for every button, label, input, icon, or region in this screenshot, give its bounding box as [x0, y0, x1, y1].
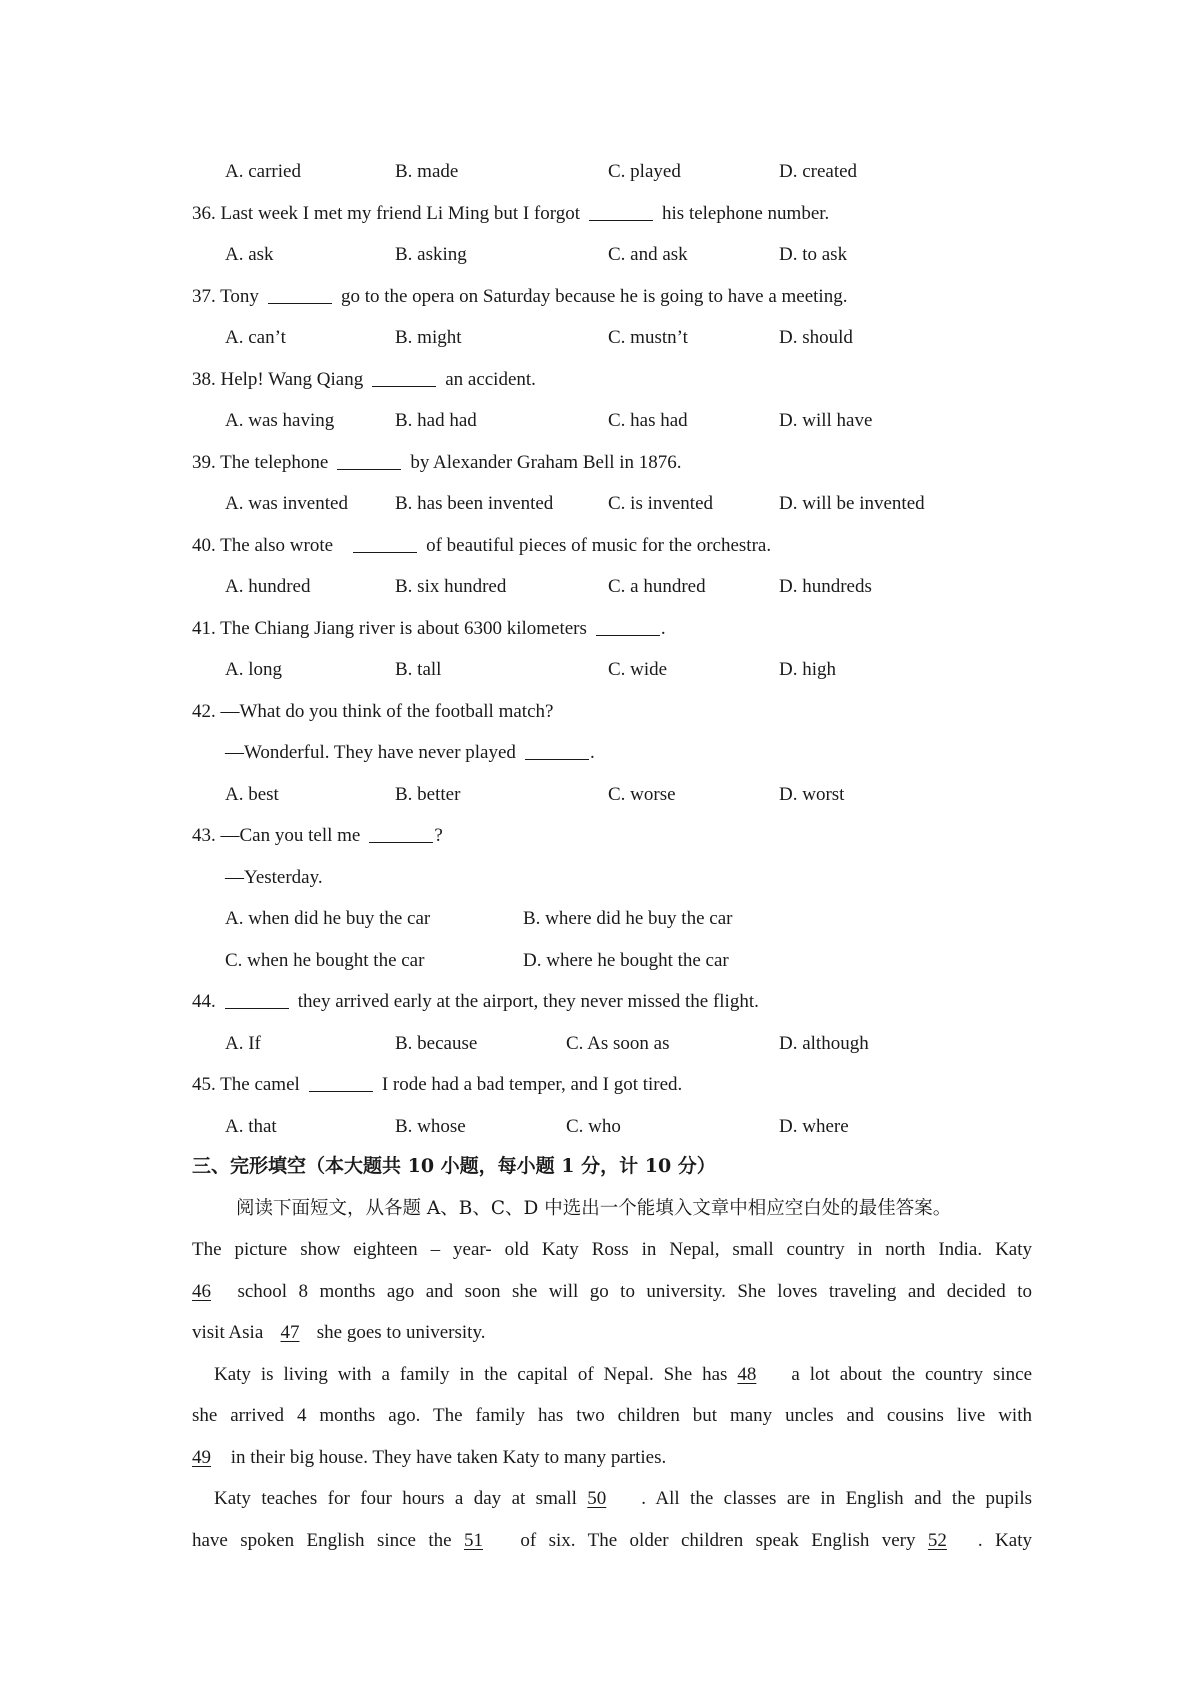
gap-46: 46 [192, 1281, 211, 1302]
passage-line-1: The picture show eighteen – year- old Katy Ross in Nepal, small country in north India. Katy [192, 1239, 1032, 1260]
option-a: A. when did he buy the car [225, 908, 431, 929]
option-d: D. hundreds [779, 576, 872, 597]
section-3-instruction: 阅读下面短文，从各题 A、B、C、D 中选出一个能填入文章中相应空白处的最佳答案。 [236, 1198, 952, 1219]
question-45 [192, 1064, 1032, 1105]
question-40-blank [353, 532, 417, 553]
question-36-text-after: his telephone number. [662, 203, 830, 224]
passage-line-8 [192, 1520, 1032, 1561]
option-a: A. hundred [225, 576, 311, 597]
passage-line-4-after: a lot about the country since [791, 1364, 1033, 1385]
question-43-text-before: 43. —Can you tell me [192, 825, 361, 846]
option-c: C. when he bought the car [225, 950, 425, 971]
option-d: D. to ask [779, 244, 848, 265]
question-44 [192, 981, 1032, 1022]
question-42-text-before: —Wonderful. They have never played [225, 742, 516, 763]
question-37 [192, 276, 1032, 317]
question-42-blank [525, 739, 589, 760]
option-b: B. had had [395, 410, 477, 431]
question-37-text-after: go to the opera on Saturday because he is going to have a meeting. [340, 286, 848, 307]
question-37-text-before: 37. Tony [192, 286, 259, 307]
option-d: D. worst [779, 784, 845, 805]
q35-option-d: D. created [779, 161, 858, 182]
option-a: A. If [225, 1033, 261, 1054]
question-45-text-before: 45. The camel [192, 1074, 300, 1095]
gap-48: 48 [737, 1364, 757, 1385]
option-a: A. was having [225, 410, 335, 431]
q35-options [192, 151, 1032, 192]
question-44-blank [225, 988, 289, 1009]
question-40-options [192, 566, 1032, 607]
option-b: B. six hundred [395, 576, 507, 597]
question-39-text-before: 39. The telephone [192, 452, 329, 473]
question-42 [192, 691, 1032, 732]
passage-line-3-after: she goes to university. [316, 1322, 486, 1343]
option-c: C. a hundred [608, 576, 706, 597]
question-42-prompt: 42. —What do you think of the football match? [192, 701, 554, 722]
passage-line-7-before: Katy teaches for four hours a day at small [214, 1488, 577, 1509]
option-d: D. high [779, 659, 836, 680]
gap-50: 50 [587, 1488, 607, 1509]
question-39 [192, 442, 1032, 483]
option-c: C. wide [608, 659, 668, 680]
question-43-blank [369, 822, 433, 843]
question-41-text-after: . [660, 618, 666, 639]
question-36-options [192, 234, 1032, 275]
option-c: C. who [566, 1116, 621, 1137]
question-44-options [192, 1023, 1032, 1064]
question-44-text-before: 44. [192, 991, 216, 1012]
option-b: B. whose [395, 1116, 466, 1137]
question-42-reply [225, 732, 1065, 773]
option-a: A. that [225, 1116, 277, 1137]
gap-49: 49 [192, 1447, 211, 1468]
option-c: C. As soon as [566, 1033, 670, 1054]
question-43-text-after: ? [434, 825, 443, 846]
q35-option-a: A. carried [225, 161, 301, 182]
question-41-blank [596, 615, 660, 636]
question-42-options [192, 774, 1032, 815]
option-d: D. will be invented [779, 493, 925, 514]
option-c: C. and ask [608, 244, 688, 265]
question-41 [192, 608, 1032, 649]
option-d: D. where [779, 1116, 849, 1137]
section-3-heading: 三、完形填空（本大题共 10 小题，每小题 1 分，计 10 分） [192, 1155, 716, 1177]
passage-line-4 [214, 1354, 1032, 1395]
option-c: C. worse [608, 784, 676, 805]
question-38-text-before: 38. Help! Wang Qiang [192, 369, 364, 390]
q35-option-c: C. played [608, 161, 681, 182]
question-43-options-row1 [192, 898, 1032, 939]
passage-line-8-before: have spoken English since the [192, 1530, 452, 1551]
gap-52: 52 [927, 1530, 947, 1551]
passage-line-3 [192, 1312, 1032, 1353]
option-c: C. is invented [608, 493, 714, 514]
question-41-text-before: 41. The Chiang Jiang river is about 6300 kilometers [192, 618, 587, 639]
option-d: D. should [779, 327, 853, 348]
question-41-options [192, 649, 1032, 690]
question-42-text-after: . [589, 742, 595, 763]
option-c: C. has had [608, 410, 688, 431]
option-b: B. where did he buy the car [523, 908, 733, 929]
question-44-text-after: they arrived early at the airport, they never missed the flight. [297, 991, 759, 1012]
option-b: B. asking [395, 244, 467, 265]
passage-line-2-text: school 8 months ago and soon she will go to university. She loves traveling and decided to [237, 1281, 1032, 1302]
passage-line-6-text: in their big house. They have taken Katy to many parties. [230, 1447, 667, 1468]
question-43-options-row2 [192, 940, 1032, 981]
question-37-options [192, 317, 1032, 358]
option-c: C. mustn’t [608, 327, 688, 348]
question-39-blank [337, 449, 401, 470]
question-43-reply [225, 857, 1065, 898]
passage-line-8-mid: of six. The older children speak English very [520, 1530, 916, 1551]
question-40-text-before: 40. The also wrote [192, 535, 334, 556]
question-40-text-after: of beautiful pieces of music for the orchestra. [426, 535, 772, 556]
option-a: A. long [225, 659, 282, 680]
option-d: D. although [779, 1033, 869, 1054]
option-b: B. tall [395, 659, 442, 680]
question-43-answer: —Yesterday. [225, 867, 323, 888]
passage-line-3-before: visit Asia [192, 1322, 264, 1343]
passage-line-7 [214, 1478, 1032, 1519]
passage-line-7-after: . All the classes are in English and the pupils [641, 1488, 1032, 1509]
question-36-text-before: 36. Last week I met my friend Li Ming but I forgot [192, 203, 581, 224]
question-45-options [192, 1106, 1032, 1147]
question-38-text-after: an accident. [445, 369, 536, 390]
gap-47: 47 [280, 1322, 300, 1343]
question-38 [192, 359, 1032, 400]
option-d: D. where he bought the car [523, 950, 729, 971]
passage-line-6 [192, 1437, 1032, 1478]
option-b: B. has been invented [395, 493, 554, 514]
question-39-text-after: by Alexander Graham Bell in 1876. [410, 452, 682, 473]
question-39-options [192, 483, 1032, 524]
q35-option-b: B. made [395, 161, 459, 182]
question-45-blank [309, 1071, 373, 1092]
option-a: A. was invented [225, 493, 348, 514]
question-38-options [192, 400, 1032, 441]
question-36-blank [589, 200, 653, 221]
question-45-text-after: I rode had a bad temper, and I got tired. [381, 1074, 683, 1095]
option-d: D. will have [779, 410, 873, 431]
option-b: B. because [395, 1033, 478, 1054]
question-43 [192, 815, 1032, 856]
question-36 [192, 193, 1032, 234]
passage-line-5: she arrived 4 months ago. The family has two children but many uncles and cousins live with [192, 1405, 1032, 1426]
question-38-blank [372, 366, 436, 387]
option-b: B. might [395, 327, 462, 348]
passage-line-2 [192, 1271, 1032, 1312]
question-37-blank [268, 283, 332, 304]
gap-51: 51 [464, 1530, 483, 1551]
option-a: A. can’t [225, 327, 286, 348]
option-a: A. ask [225, 244, 274, 265]
option-b: B. better [395, 784, 461, 805]
question-40 [192, 525, 1032, 566]
passage-line-4-before: Katy is living with a family in the capital of Nepal. She has [214, 1364, 728, 1385]
passage-line-8-after: . Katy [977, 1530, 1033, 1551]
option-a: A. best [225, 784, 279, 805]
